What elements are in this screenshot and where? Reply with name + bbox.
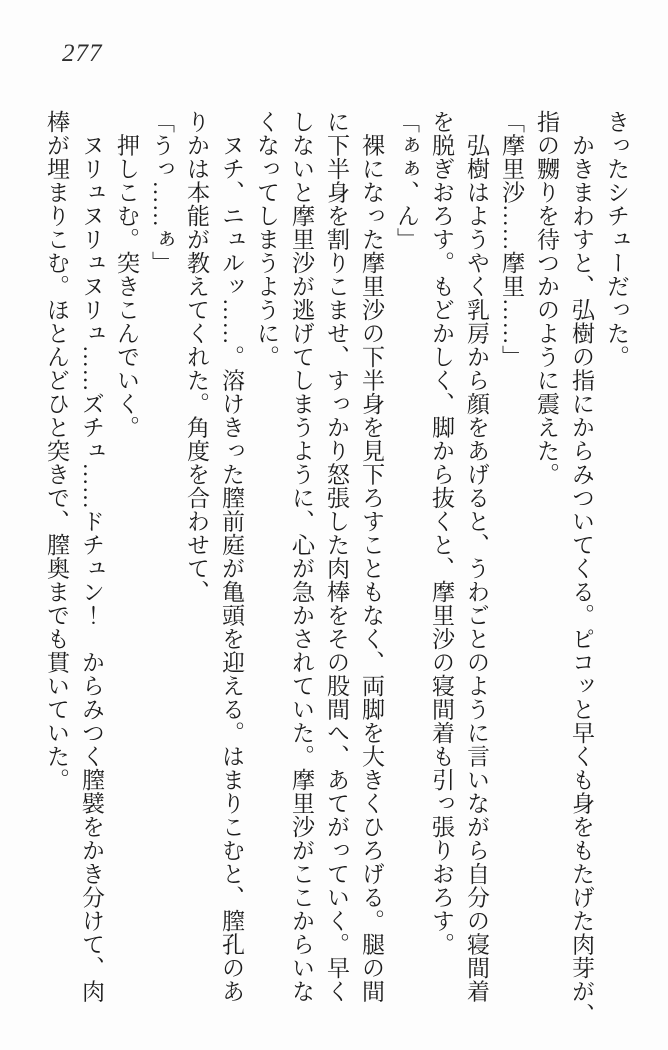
text-column: 「摩里沙……摩里……」 <box>499 110 524 369</box>
text-column: 「ぁぁ、ん」 <box>394 110 419 251</box>
text-column: に下半身を割りこませ、すっかり怒張した肉棒をその股間へ、あてがっていく。早く <box>324 110 349 1003</box>
text-column: しないと摩里沙が逃げてしまうように、心が急かされていた。摩里沙がここからいな <box>289 110 314 1003</box>
text-column: りかは本能が教えてくれた。角度を合わせて、 <box>184 110 209 604</box>
text-column: ヌリュヌリュヌリュ……ズチュ……ドチュン！ からみつく膣襞をかき分けて、肉 <box>79 110 104 1003</box>
text-column: 棒が埋まりこむ。ほとんどひと突きで、膣奥までも貫いていた。 <box>44 110 69 792</box>
text-column: 裸になった摩里沙の下半身を見下ろすこともなく、両脚を大きくひろげる。腿の間 <box>359 110 384 1003</box>
text-column: かきまわすと、弘樹の指にからみついてくる。ピコッと早くも身をもたげた肉芽が、 <box>569 110 594 1027</box>
text-column: 「うっ……ぁ」 <box>149 110 174 275</box>
text-column: くなってしまうように。 <box>254 110 279 369</box>
text-column: 弘樹はようやく乳房から顔をあげると、うわごとのように言いながら自分の寝間着 <box>464 110 489 1003</box>
text-column: 押しこむ。突きこんでいく。 <box>114 110 139 439</box>
vertical-text-area <box>39 110 634 1040</box>
text-column: ヌチ、ニュルッ……。溶けきった膣前庭が亀頭を迎える。はまりこむと、膣孔のあ <box>219 110 244 1003</box>
text-column: を脱ぎおろす。もどかしく、脚から抜くと、摩里沙の寝間着も引っ張りおろす。 <box>429 110 454 956</box>
text-column: 指の嬲りを待つかのように震えた。 <box>534 110 559 486</box>
page-number: 277 <box>62 40 103 67</box>
text-column: きったシチューだった。 <box>604 110 629 369</box>
